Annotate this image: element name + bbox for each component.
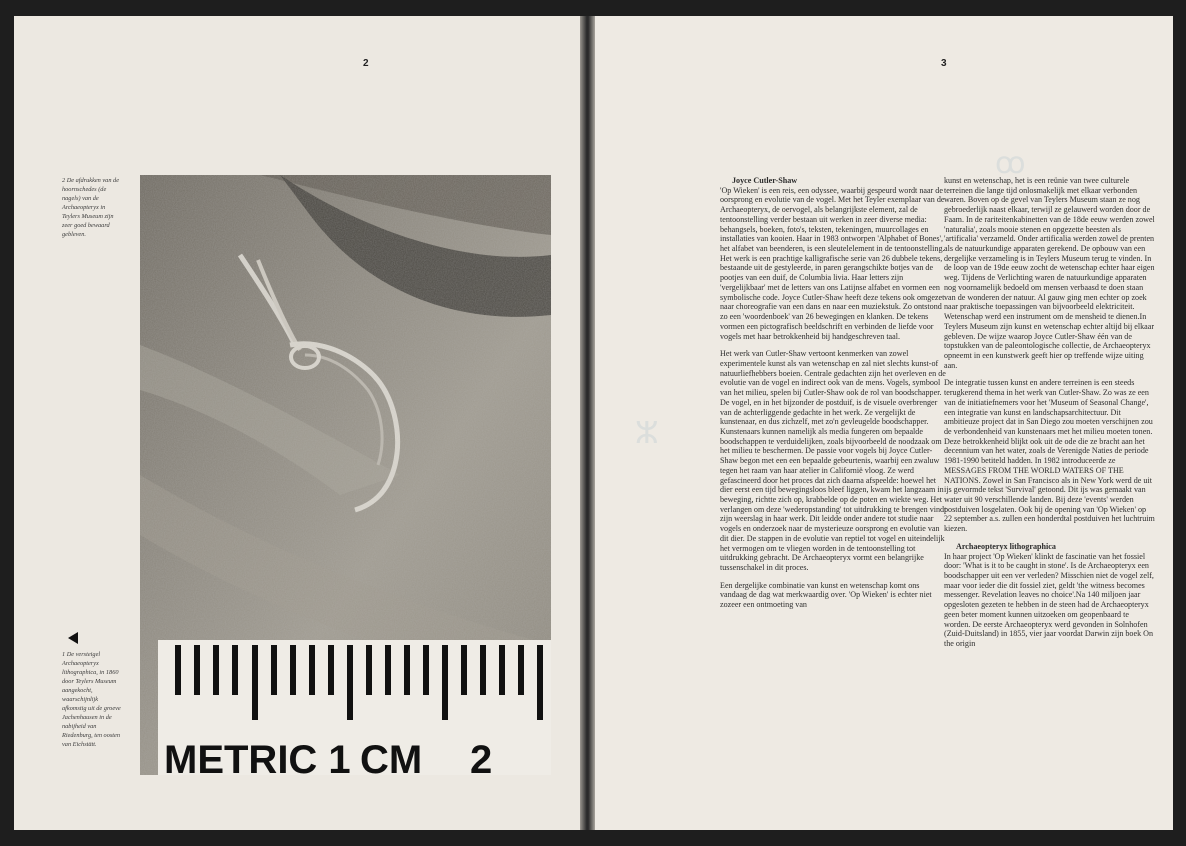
left-page <box>14 16 580 830</box>
caption-fig1: 1 De versteigel Archaeopteryx lithographica, in 1860 door Teylers Museum aangekocht, waarschijnlijk afkomstig uit de groeve Jachenhausen in de nabijheid van Riedenburg, ten oosten van Eichstätt. <box>62 651 121 748</box>
article-subheading: Archaeopteryx lithographica <box>956 541 1056 551</box>
caption-fig2: 2 De afdrukken van de hoornschedes (de nagels) van de Archaeopteryx in Teylers Museum zijn zeer goed bewaard gebleven. <box>62 177 120 238</box>
article-column-1 <box>720 176 948 618</box>
article-paragraph: 'Op Wieken' is een reis, een odyssee, waarbij gespeurd wordt naar de oorsprong en evolutie van de vogel. Met het Teyler exemplaar van de Archaeopteryx, de oervogel, als belangrijkste element, zal de tentoonstelling verder bestaan uit werken in zeer diverse media: behangsels, boeken, foto's, teksten, tekeningen, muurcollages en installaties van kooien. Haar in 1983 ontworpen 'Alphabet of Bones', het alfabet van beenderen, is een sleutelelement in de tentoonstelling. Het werk is een prachtige kalligrafische serie van 26 dubbele tekens, bestaande uit de gestyleerde, in paren gerangschikte botjes van de pootjes van een duif, de Columbia livia. Haar letters zijn 'vergelijkbaar' met de letters van ons Latijnse alfabet en vormen een symbolische code. Joyce Cutler-Shaw heeft deze tekens ook omgezet naar choreografie van een dans en naar een muziekstuk. Zo ontstond zo een 'woordenboek' van 26 bewegingen en klanken. De tekens vormen een pictografisch beeldschrift en verbinden de liefde voor vogels met haar betrokkenheid bij handgeschreven taal. <box>720 185 945 341</box>
article-paragraph: Een dergelijke combinatie van kunst en wetenschap komt ons vandaag de dag wat merkwaardig over. 'Op Wieken' is echter niet zozeer een ontmoeting van <box>720 580 932 610</box>
article-author-heading: Joyce Cutler-Shaw <box>732 176 798 185</box>
arrow-left-icon <box>68 632 78 644</box>
ruler-label-2: 2 <box>470 738 493 775</box>
article-paragraph: In haar project 'Op Wieken' klinkt de fascinatie van het fossiel door: 'What is it to be caught in stone'. Is de Archaeopteryx een boodschapper uit een ver verleden? Misschien niet de vogel zelf, maar voor ieder die dit fossiel ziet, geldt 'the witness becomes messenger. Revelation leaves no choice'.Na 140 miljoen jaar opgesloten gezeten te hebben in de steen had de Archaeopteryx geen beter moment kunnen uitzoeken om geopenbaard te worden. De eerste Archaeopteryx werd gevonden in Solnhofen (Zuid-Duitsland) in 1855, vier jaar voordat Darwin zijn boek On the origin <box>944 551 1154 649</box>
article-paragraph: Het werk van Cutler-Shaw vertoont kenmerken van zowel experimentele kunst als van wetenschap en zal niet slechts kunst-of natuurliefhebbers boeien. Centrale gedachten zijn het overleven en de evolutie van de vogel en indirect ook van de mens. Vogels, symbool van het milieu, spelen bij Cutler-Shaw ook de rol van boodschapper. De vogel, en in het bijzonder de postduif, is de visuele overbrenger van de achterliggende gedachte in het werk. Ze vergelijkt de kunstenaar, en dus zichzelf, met zo'n gevleugelde boodschapper. Kunstenaars kunnen namelijk als media fungeren om bepaalde boodschappen te verduidelijken, zoals bijvoorbeeld de noodzaak om het milieu te beschermen. De passie voor vogels bij Joyce Cutler-Shaw begon met een een bepaalde gebeurtenis, waarbij een zwaluw tegen het raam van haar atelier in Californië vloog. Ze werd gefascineerd door het proces dat zich daarna afspeelde: hoewel het dier eerst een tijd bewegingsloos bleef liggen, kwam het langzaam in beweging, richtte zich op, krabbelde op de poten en wiekte weg. Het verlangen om deze 'wederopstanding' tot uitdrukking te brengen vindt zijn weerslag in haar werk. Dit leidde onder andere tot studie naar vogels en onderzoek naar de mysterieuze oorsprong en evolutie van dit dier. De stappen in de evolutie van reptiel tot vogel en uiteindelijk het vermogen om te vliegen worden in de tentoonstelling tot uitdrukking gebracht. De Archaeopteryx vormt een belangrijke tussenschakel in dit proces. <box>720 349 947 573</box>
ruler-label-metric: METRIC 1 <box>164 738 351 775</box>
page-number-left: 2 <box>363 58 369 69</box>
right-page <box>595 16 1173 830</box>
book-gutter <box>580 16 595 830</box>
article-column-2 <box>944 176 1156 657</box>
show-through-mark: ꝏ <box>995 147 1026 180</box>
article-paragraph: kunst en wetenschap, het is een reünie van twee culturele terreinen die lange tijd onlosmakelijk met elkaar verbonden waren. Boven op de gevel van Teylers Museum staan ze nog gebroederlijk naast elkaar, terwijl ze gelauwerd worden door de Faam. In de rariteitenkabinetten van de 18de eeuw werden zowel 'naturalia', zoals mooie stenen en opgezette beesten als 'artificalia' verzameld. Onder artificalia werden zowel de prenten als de natuurkundige apparaten gerekend. De opbouw van een dergelijke verzameling is in Teylers Museum terug te vinden. In de loop van de 19de eeuw zocht de wetenschap echter haar eigen weg. Tijdens de Verlichting waren de natuurkundige apparaten nog voornamelijk bedoeld om mensen verbaasd te doen staan van de wonderen der natuur. Al gauw ging men echter op zoek naar praktische toepassingen van bijvoorbeeld elektriciteit. Wetenschap werd een instrument om de mensheid te dienen.In Teylers Museum zijn kunst en wetenschap echter altijd bij elkaar gebleven. De wijze waarop Joyce Cutler-Shaw één van de topstukken van de paleontologische collectie, de Archaeopteryx opneemt in een kunstwerk geeft hier op treffende wijze uiting aan. <box>944 176 1155 370</box>
ruler-label-cm: CM <box>360 738 423 775</box>
show-through-mark: ⵣ <box>635 417 659 450</box>
page-number-right: 3 <box>941 58 947 69</box>
fossil-claw-photo <box>140 175 551 775</box>
article-paragraph: De integratie tussen kunst en andere terreinen is een steeds terugkerend thema in het werk van Cutler-Shaw. Zo was ze een van de initiatiefnemers voor het 'Museum of Seasonal Change', een integratie van kunst en landschapsarchitectuur. Dit ambitieuze project dat in San Diego zou moeten verschijnen zou de verbondenheid van kunstenaars met het milieu moeten tonen. Deze betrokkenheid blijkt ook uit de ode die ze bracht aan het decennium van het water, zoals de Verenigde Naties de periode 1981-1990 betiteld hadden. In 1982 introduceerde ze MESSAGES FROM THE WORLD WATERS OF THE NATIONS. Zowel in San Francisco als in New York werd de uit ijs gevormde tekst 'Survival' getoond. Dit ijs was gemaakt van water uit 90 verschillende landen. Bij deze 'events' werden postduiven losgelaten. Ook bij de opening van 'Op Wieken' op 22 september a.s. zullen een honderdtal postduiven het luchtruim kiezen. <box>944 378 1155 534</box>
